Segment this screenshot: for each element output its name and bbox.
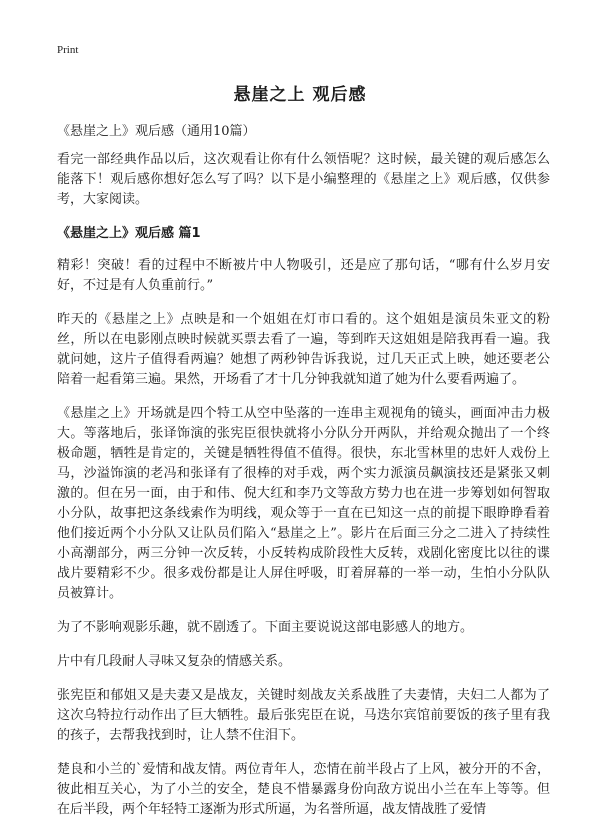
- section-heading: 《悬崖之上》观后感 篇1: [57, 226, 201, 241]
- print-label[interactable]: Print: [57, 44, 79, 56]
- page-title: 悬崖之上 观后感: [233, 85, 367, 105]
- intro-paragraph: 看完一部经典作品以后，这次观看让你有什么领悟呢？这时候，最关键的观后感怎么能落下！观后感你想好怎么写了吗？以下是小编整理的《悬崖之上》观后感，仅供参考，大家阅读。: [57, 152, 550, 207]
- body-paragraph: 张宪臣和郁姐又是夫妻又是战友，关键时刻战友关系战胜了夫妻情，夫妇二人都为了这次乌特拉行动作出了巨大牺牲。最后张宪臣在说，马迭尔宾馆前要饭的孩子里有我的孩子，去帮我找到时，让人禁不住泪下。: [57, 688, 550, 743]
- body-paragraph: 片中有几段耐人寻味又复杂的情感关系。: [57, 654, 292, 669]
- article-body: [57, 150, 550, 834]
- body-paragraph: 精彩！突破！看的过程中不断被片中人物吸引，还是应了那句话，“哪有什么岁月安好，不过是有人负重前行。”: [57, 258, 550, 293]
- body-paragraph: 昨天的《悬崖之上》点映是和一个姐姐在灯市口看的。这个姐姐是演员朱亚文的粉丝，所以在电影刚点映时候就买票去看了一遍，等到昨天这姐姐是陪我再看一遍。我就问她，这片子值得看两遍？她想了两秒钟告诉我说，过几天正式上映，她还要老公陪着一起看第三遍。果然，开场看了才十几分钟我就知道了她为什么要看两遍了。: [57, 312, 550, 387]
- body-paragraph: 楚良和小兰的`爱情和战友情。两位青年人，恋情在前半段占了上风，被分开的不舍，彼此相互关心，为了小兰的安全，楚良不惜暴露身份向敌方说出小兰在车上等等。但在后半段，两个年轻特工逐渐为形式所逼，为名誉所逼，战友情战胜了爱情: [57, 762, 550, 817]
- body-paragraph: 《悬崖之上》开场就是四个特工从空中坠落的一连串主观视角的镜头，画面冲击力极大。等落地后，张译饰演的张宪臣很快就将小分队分开两队，并给观众抛出了一个终极命题，牺牲是肯定的，关键是牺牲得值不值得。很快，东北雪林里的忠奸人戏份上马，沙溢饰演的老冯和张译有了很棒的对手戏，两个实力派演员飙演技还是紧张又刺激的。但在另一面，由于和伟、倪大红和李乃文等敌方势力也在进一步筹划如何智取小分队，故事把这条线索作为明线，观众等于一直在已知这一点的前提下眼睁睁看着他们接近两个小分队又让队员们陷入“悬崖之上”。影片在后面三分之二进入了持续性小高潮部分，两三分钟一次反转，小反转构成阶段性大反转，戏剧化密度比以往的谍战片要精彩不少。很多戏份都是让人屏住呼吸，盯着屏幕的一举一动，生怕小分队队员被算计。: [57, 406, 550, 601]
- body-paragraph: 为了不影响观影乐趣，就不剧透了。下面主要说说这部电影感人的地方。: [57, 620, 474, 635]
- page-subtitle: 《悬崖之上》观后感（通用10篇）: [57, 124, 256, 139]
